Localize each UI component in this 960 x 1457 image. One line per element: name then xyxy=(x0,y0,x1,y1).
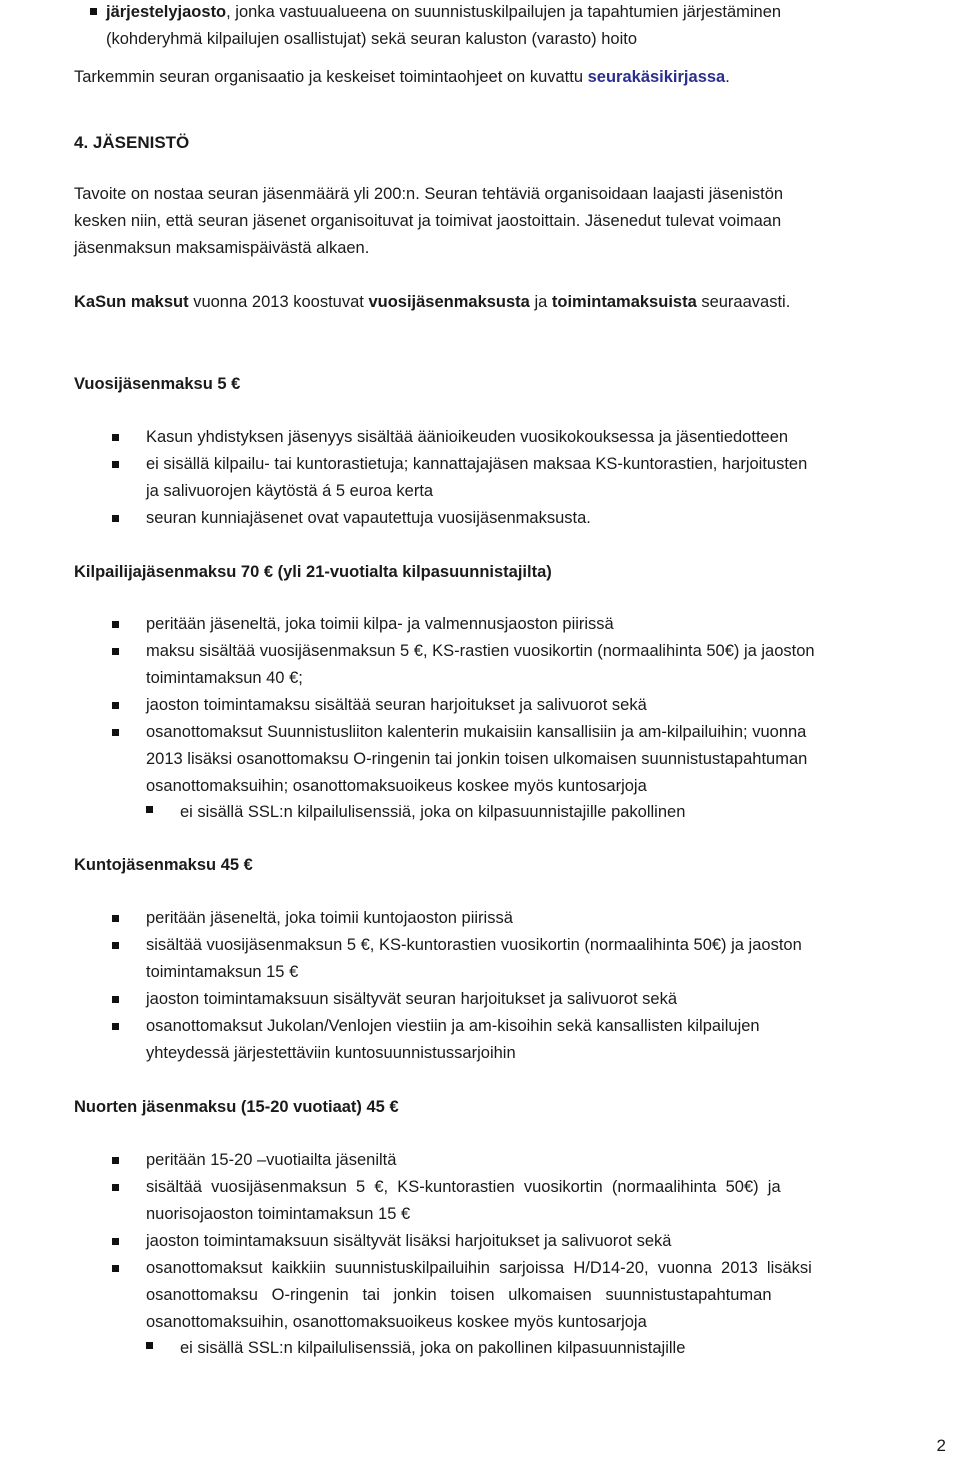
bullet-icon xyxy=(112,942,119,949)
org-text: Tarkemmin seuran organisaatio ja keskeiset toimintaohjeet on kuvattu xyxy=(74,68,588,86)
list-item-continued: (kohderyhmä kilpailujen osallistujat) sekä seuran kaluston (varasto) hoito xyxy=(106,30,638,48)
section-heading xyxy=(74,133,189,153)
bullet-icon xyxy=(112,621,119,628)
sub-list-item: ei sisällä SSL:n kilpailulisenssiä, joka on kilpasuunnistajille pakollinen xyxy=(180,803,686,821)
list-item-continued: osanottomaksuihin; osanottomaksuoikeus koskee myös kuntosarjoja xyxy=(146,777,647,795)
list-item: osanottomaksut Jukolan/Venlojen viestiin ja am-kisoihin sekä kansallisten kilpailujen xyxy=(146,1017,760,1035)
list-item: jaoston toimintamaksu sisältää seuran harjoitukset ja salivuorot sekä xyxy=(146,696,647,714)
fees-text: vuonna 2013 koostuvat xyxy=(188,293,369,311)
list-item-continued: osanottomaksuihin, osanottomaksuoikeus koskee myös kuntosarjoja xyxy=(146,1313,647,1331)
page-number: 2 xyxy=(936,1436,946,1455)
list-item-continued: ja salivuorojen käytöstä á 5 euroa kerta xyxy=(146,482,434,500)
list-item-continued: nuorisojaoston toimintamaksun 15 € xyxy=(146,1205,411,1223)
fees-bold: KaSun maksut xyxy=(74,293,189,311)
bullet-icon xyxy=(112,515,119,522)
fees-paragraph xyxy=(74,292,790,312)
bullet-icon xyxy=(90,8,97,15)
section-number: 4. xyxy=(74,133,89,152)
fees-bold: toimintamaksuista xyxy=(551,293,697,311)
list-item: peritään jäseneltä, joka toimii kuntojaoston piirissä xyxy=(146,909,513,927)
nuorten-heading: Nuorten jäsenmaksu (15-20 vuotiaat) 45 € xyxy=(74,1098,399,1116)
list-item-continued: toimintamaksun 40 €; xyxy=(146,669,303,687)
bullet-icon xyxy=(112,1023,119,1030)
fees-text: ja xyxy=(529,293,552,311)
list-item xyxy=(106,2,781,22)
section-title: JÄSENISTÖ xyxy=(92,133,190,152)
list-item: osanottomaksut kaikkiin suunnistuskilpailuihin sarjoissa H/D14-20, vuonna 2013 lisäksi xyxy=(146,1259,812,1277)
org-paragraph xyxy=(74,67,730,87)
list-item-continued: osanottomaksu O-ringenin tai jonkin toisen ulkomaisen suunnistustapahtuman xyxy=(146,1286,772,1304)
list-item: peritään 15-20 –vuotiailta jäseniltä xyxy=(146,1151,397,1169)
list-item: peritään jäseneltä, joka toimii kilpa- ja valmennusjaoston piirissä xyxy=(146,615,614,633)
bullet-icon xyxy=(112,648,119,655)
kunto-heading: Kuntojäsenmaksu 45 € xyxy=(74,856,253,874)
bullet-icon xyxy=(112,1238,119,1245)
org-end: . xyxy=(725,68,730,86)
intro-line: jäsenmaksun maksamispäivästä alkaen. xyxy=(74,239,370,257)
item-text: , jonka vastuualueena on suunnistuskilpailujen ja tapahtumien järjestäminen xyxy=(226,3,782,21)
bullet-icon xyxy=(112,1184,119,1191)
fees-bold: vuosijäsenmaksusta xyxy=(368,293,530,311)
sub-list-item: ei sisällä SSL:n kilpailulisenssiä, joka on pakollinen kilpasuunnistajille xyxy=(180,1339,686,1357)
bullet-icon xyxy=(112,996,119,1003)
list-item-continued: 2013 lisäksi osanottomaksu O-ringenin tai jonkin toisen ulkomaisen suunnistustapahtuman xyxy=(146,750,808,768)
bullet-icon xyxy=(112,702,119,709)
intro-line: Tavoite on nostaa seuran jäsenmäärä yli 200:n. Seuran tehtäviä organisoidaan laajasti jäsenistön xyxy=(74,185,784,203)
list-item: jaoston toimintamaksuun sisältyvät lisäksi harjoitukset ja salivuorot sekä xyxy=(146,1232,672,1250)
sub-bullet-icon xyxy=(146,806,153,813)
list-item: jaoston toimintamaksuun sisältyvät seuran harjoitukset ja salivuorot sekä xyxy=(146,990,678,1008)
intro-line: kesken niin, että seuran jäsenet organisoituvat ja toimivat jaostoittain. Jäsenedut tulevat voimaan xyxy=(74,212,782,230)
bullet-icon xyxy=(112,729,119,736)
list-item: maksu sisältää vuosijäsenmaksun 5 €, KS-rastien vuosikortin (normaalihinta 50€) ja jaoston xyxy=(146,642,815,660)
bullet-icon xyxy=(112,1157,119,1164)
vuosi-heading: Vuosijäsenmaksu 5 € xyxy=(74,375,241,393)
list-item: sisältää vuosijäsenmaksun 5 €, KS-kuntorastien vuosikortin (normaalihinta 50€) ja xyxy=(146,1178,781,1196)
item-bold: järjestelyjaosto xyxy=(106,3,227,21)
seurakasikirja-link[interactable]: seurakäsikirjassa xyxy=(587,68,726,86)
bullet-icon xyxy=(112,434,119,441)
list-item-continued: yhteydessä järjestettäviin kuntosuunnistussarjoihin xyxy=(146,1044,516,1062)
list-item: Kasun yhdistyksen jäsenyys sisältää äänioikeuden vuosikokouksessa ja jäsentiedotteen xyxy=(146,428,789,446)
bullet-icon xyxy=(112,1265,119,1272)
bullet-icon xyxy=(112,461,119,468)
list-item: osanottomaksut Suunnistusliiton kalenterin mukaisiin kansallisiin ja am-kilpailuihin; vuonna xyxy=(146,723,807,741)
list-item: seuran kunniajäsenet ovat vapautettuja vuosijäsenmaksusta. xyxy=(146,509,591,527)
sub-bullet-icon xyxy=(146,1342,153,1349)
list-item: sisältää vuosijäsenmaksun 5 €, KS-kuntorastien vuosikortin (normaalihinta 50€) ja jaoston xyxy=(146,936,802,954)
list-item: ei sisällä kilpailu- tai kuntorastietuja; kannattajajäsen maksaa KS-kuntorastien, harjoitusten xyxy=(146,455,808,473)
list-item-continued: toimintamaksun 15 € xyxy=(146,963,299,981)
fees-text: seuraavasti. xyxy=(696,293,791,311)
bullet-icon xyxy=(112,915,119,922)
kilpailija-heading: Kilpailijajäsenmaksu 70 € (yli 21-vuotialta kilpasuunnistajilta) xyxy=(74,563,552,581)
